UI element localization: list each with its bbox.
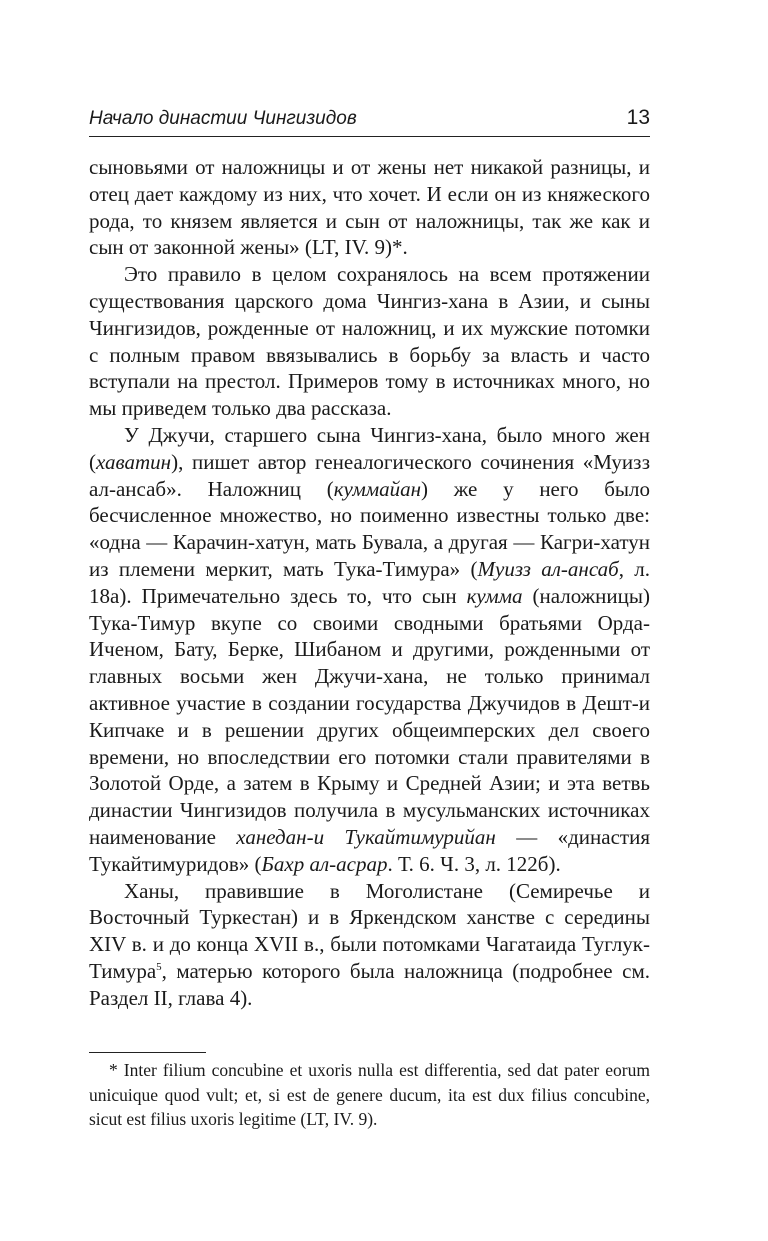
italic-term: куммайан [333, 476, 422, 501]
footnote-divider [89, 1052, 206, 1053]
paragraph-3 [89, 422, 650, 878]
text-run: (наложницы) Тука-Тимур вкупе со своими сводными братьями Орда-Иченом, Бату, Берке, Шибаном и другими, рожденными от главных восьми жен Джучи-хана, не только принимал активное участие в создании государства Джучидов в Дешт-и Кипчаке и в решении других общеимперских дел своего времени, но впоследствии его потомки стали правителями в Золотой Орде, а затем в Крыму и Средней Азии; и эта ветвь династии Чингизидов получила в мусульманских источниках наименование [89, 583, 650, 849]
paragraph-4 [89, 878, 650, 1012]
text-run: . Т. 6. Ч. 3, л. 122б). [387, 851, 561, 876]
text-run: , матерью которого была наложница (подробнее см. Раздел II, глава 4). [89, 958, 650, 1010]
italic-term: хаватин [96, 449, 172, 474]
main-text [89, 154, 650, 1012]
footnote [89, 1058, 650, 1132]
page-number: 13 [626, 106, 650, 129]
italic-source: Муизз ал-ансаб [477, 556, 619, 581]
endnote-ref[interactable]: 5 [156, 960, 162, 973]
paragraph-2: Это правило в целом сохранялось на всем протяжении существования царского дома Чингиз-хана в Азии, и сыны Чингизидов, рожденные от наложниц, и их мужские потомки с полным правом ввязывались в борьбу за власть и часто вступали на престол. Примеров тому в источниках много, но мы приведем только два рассказа. [89, 262, 650, 421]
text-run: ) же у него было бесчисленное множество, но поименно известны только две: «одна — Карачин-хатун, мать Бувала, а другая — Кагри-хатун из племени меркит, мать Тука-Тимура» ( [89, 476, 650, 581]
text-run: , л. 18а). Примечательно здесь то, что сын [89, 556, 650, 608]
paragraph-1: сыновьями от наложницы и от жены нет никакой разницы, и отец дает каждому из них, что хочет. И если он из княжеского рода, то князем является и сын от наложницы, так же как и сын от законной жены» (LT, IV. 9)*. [89, 155, 650, 260]
italic-source: Бахр ал-асрар [261, 851, 388, 876]
footnote-text: * Inter filium concubine et uxoris nulla est differentia, sed dat pater eorum unicuique quod vult; et, si est de genere ducum, ita est dux filius concubine, sicut est filius uxoris legitime (LT, IV. 9). [89, 1060, 650, 1129]
italic-term: кумма [466, 583, 523, 608]
running-header [89, 104, 650, 137]
text-run: — «династия Тукайтимуридов» ( [89, 824, 650, 876]
chapter-title: Начало династии Чингизидов [89, 108, 357, 129]
text-run: ), пишет автор генеалогического сочинения «Муизз ал-ансаб». Наложниц ( [89, 449, 650, 501]
text-run: Ханы, правившие в Моголистане (Семиречье и Восточный Туркестан) и в Яркендском ханстве с середины XIV в. и до конца XVII в., были потомками Чагатаида Туглук-Тимура [89, 878, 650, 983]
text-run: У Джучи, старшего сына Чингиз-хана, было много жен ( [89, 422, 650, 474]
italic-term: ханедан-и Тукайтимурийан [236, 824, 496, 849]
